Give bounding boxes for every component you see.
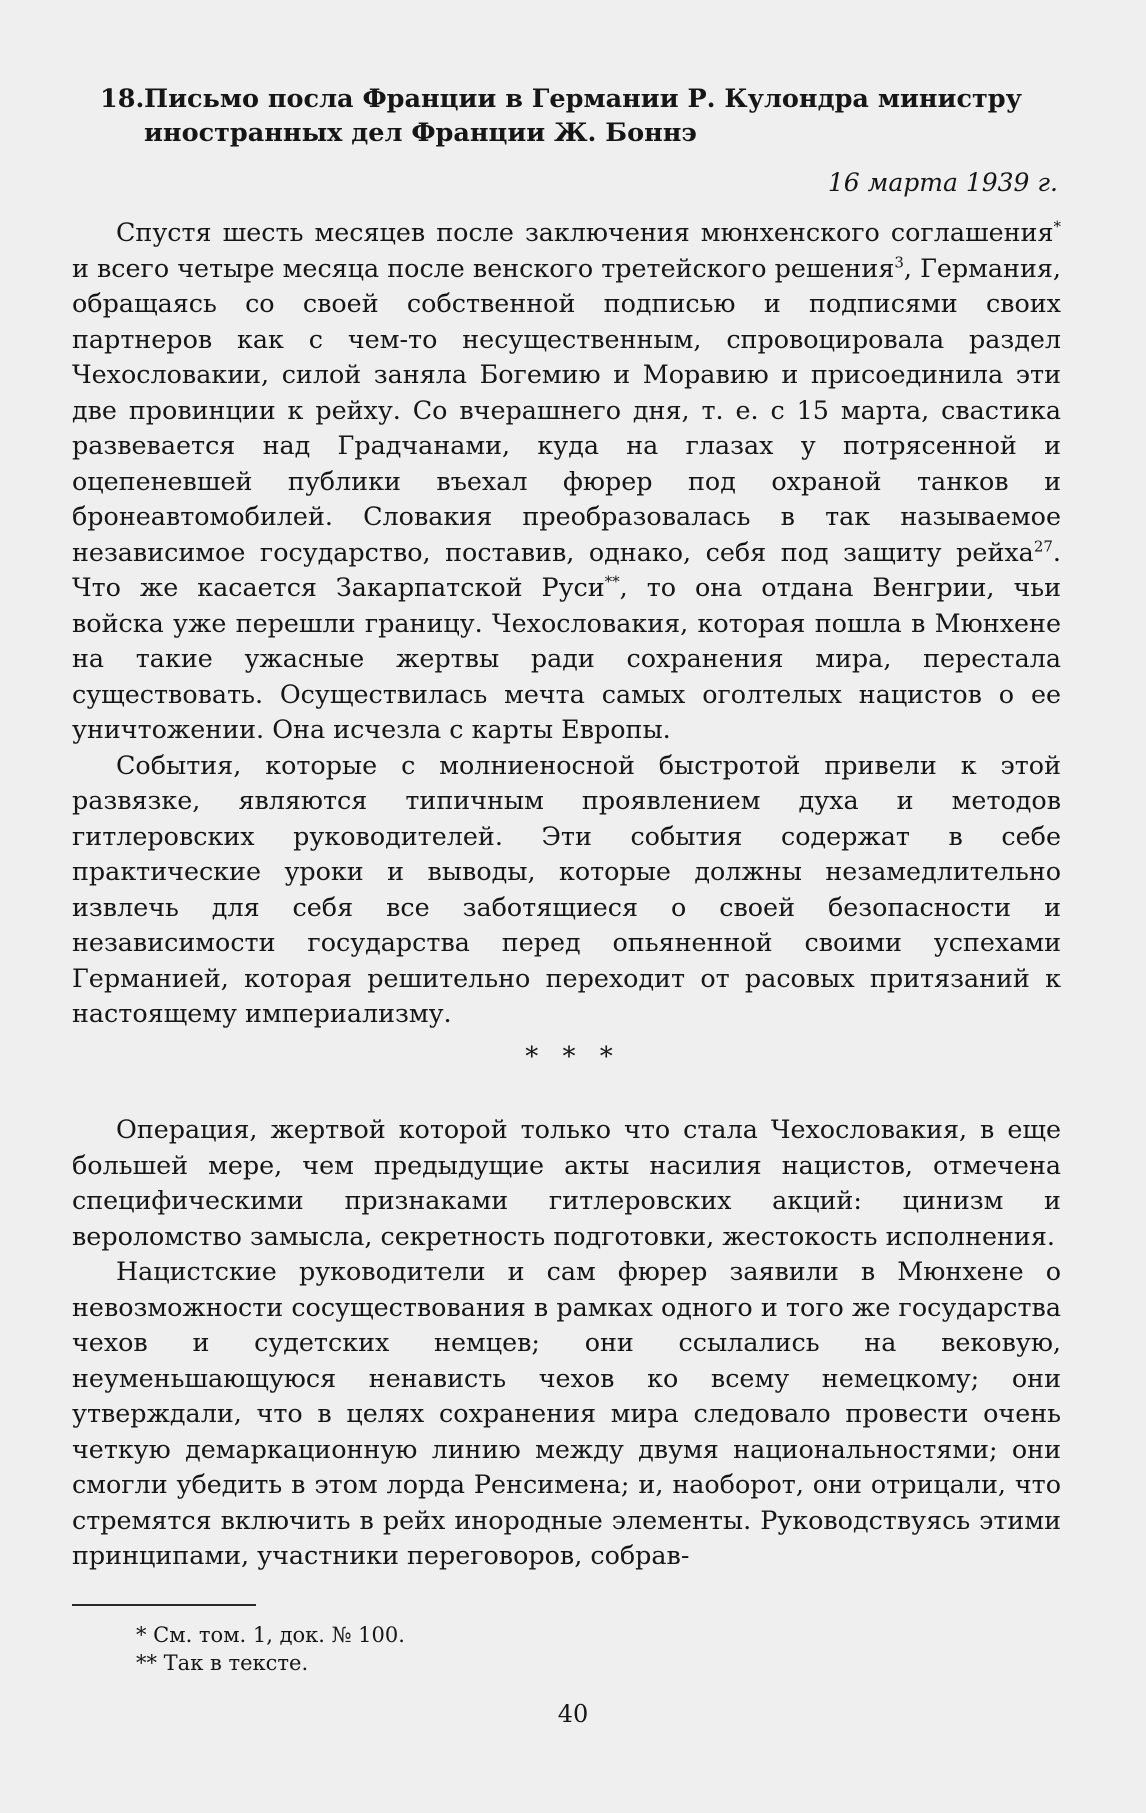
endnote-marker-3: 3 (894, 253, 904, 272)
section-separator: * * * (525, 1042, 621, 1072)
body-section-1 (72, 215, 1061, 1032)
paragraph-1-part-2: и всего четыре месяца после венского третейского решения (72, 252, 895, 283)
paragraph-3: Операция, жертвой которой только что стала Чехословакия, в еще большей мере, чем предыдущие акты насилия нацистов, отмечена специфическими признаками гитлеровских акций: цинизм и вероломство замысла, секретность подготовки, жестокость исполнения. (72, 1114, 1061, 1251)
footnote-2: ** Так в тексте. (136, 1651, 309, 1675)
footnote-1: * См. том. 1, док. № 100. (136, 1623, 405, 1647)
heading-line-1: Письмо посла Франции в Германии Р. Кулондра министру (144, 84, 1022, 114)
paragraph-1-part-3: , Германия, обращаясь со своей собственной подписью и подписями своих партнеров как с чем-то несущественным, спровоцировала раздел Чехословакии, силой заняла Богемию и Моравию и присоединила эти две провинции к рейху. Со вчерашнего дня, т. е. с 15 марта, свастика развевается над Градчанами, куда на глазах у потрясенной и оцепеневшей публики въехал фюрер под охраной танков и бронеавтомобилей. Словакия преобразовалась в так называемое независимое государство, поставив, однако, себя под защиту рейха (72, 252, 1061, 567)
paragraph-2: События, которые с молниеносной быстротой привели к этой развязке, являются типичным проявлением духа и методов гитлеровских руководителей. Эти события содержат в себе практические уроки и выводы, которые должны незамедлительно извлечь для себя все заботящиеся о своей безопасности и независимости государства перед опьяненной своими успехами Германией, которая решительно переходит от расовых притязаний к настоящему империализму. (72, 749, 1061, 1028)
document-date: 16 марта 1939 г. (827, 168, 1058, 197)
paragraph-1-part-5: , то она отдана Венгрии, чьи войска уже перешли границу. Чехословакия, которая пошла в Мюнхене на такие ужасные жертвы ради сохранения мира, перестала существовать. Осуществилась мечта самых оголтелых нацистов о ее уничтожении. Она исчезла с карты Европы. (72, 572, 1061, 744)
page-number: 40 (557, 1700, 589, 1728)
paragraph-4: Нацистские руководители и сам фюрер заявили в Мюнхене о невозможности сосуществования в рамках одного и того же государства чехов и судетских немцев; они ссылались на вековую, неуменьшающуюся ненависть чехов ко всему немецкому; они утверждали, что в целях сохранения мира следовало провести очень четкую демаркационную линию между двумя национальностями; они смогли убедить в этом лорда Ренсимена; и, наоборот, они отрицали, что стремятся включить в рейх инородные элементы. Руководствуясь этими принципами, участники переговоров, собрав- (72, 1256, 1061, 1570)
body-section-2 (72, 1112, 1061, 1574)
heading-line-2: иностранных дел Франции Ж. Боннэ (144, 118, 697, 148)
footnote-divider (72, 1604, 256, 1606)
paragraph-1 (72, 215, 1061, 748)
footnote-marker-star: * (1053, 217, 1061, 236)
footnotes (136, 1621, 405, 1677)
document-number: 18. (100, 84, 145, 114)
footnote-marker-double-star: ** (604, 572, 620, 591)
paragraph-1-part-4: . Что же касается Закарпатской Руси (72, 536, 1061, 602)
endnote-marker-27: 27 (1033, 537, 1053, 556)
paragraph-1-part-1: Спустя шесть месяцев после заключения мюнхенского соглашения (116, 217, 1054, 247)
document-heading (100, 82, 1060, 150)
